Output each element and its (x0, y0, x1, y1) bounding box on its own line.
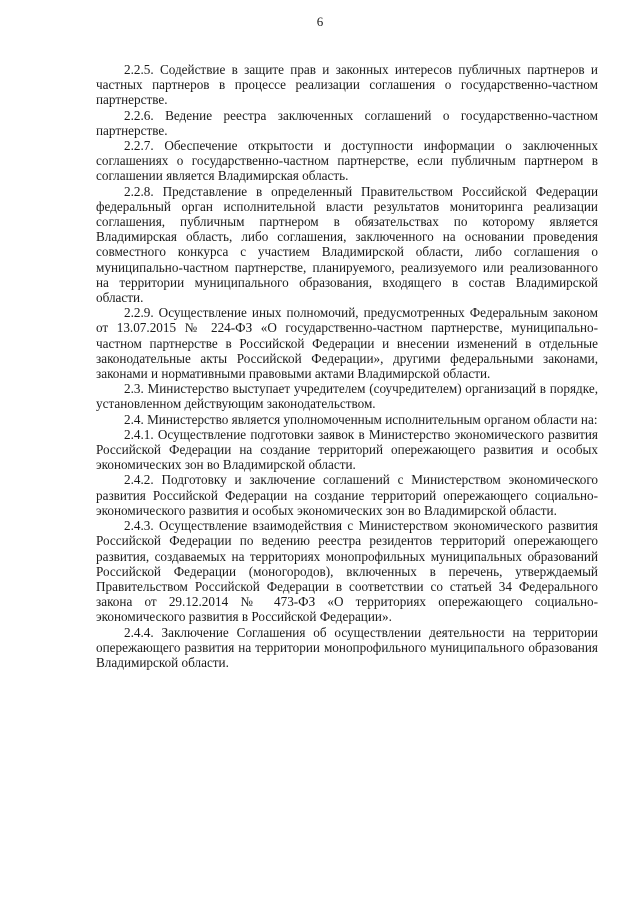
paragraph-2-4: 2.4. Министерство является уполномоченным исполнительным органом области на: (124, 411, 598, 427)
page-number: 6 (316, 14, 324, 29)
paragraph-2-4-2: 2.4.2. Подготовку и заключение соглашений с Министерством экономического развития Российской Федерации на создание территорий опережающего социально-экономического развития и особых экономических зон во Владимирской области. (96, 472, 598, 518)
paragraph-2-2-7: 2.2.7. Обеспечение открытости и доступности информации о заключенных соглашениях о государственно-частном партнерстве, если публичным партнером в соглашении является Владимирская область. (96, 138, 598, 184)
document-body (96, 62, 598, 670)
paragraph-2-4-4: 2.4.4. Заключение Соглашения об осуществлении деятельности на территории опережающего развития на территории монопрофильного муниципального образования Владимирской области. (96, 624, 598, 670)
paragraph-2-2-6: 2.2.6. Ведение реестра заключенных соглашений о государственно-частном партнерстве. (96, 107, 598, 138)
paragraph-2-4-3: 2.4.3. Осуществление взаимодействия с Министерством экономического развития Российской Федерации по ведению реестра резидентов территорий опережающего развития, создаваемых на территориях монопрофильных муниципальных образований Российской Федерации (моногородов), включенных в перечень, утверждаемый Правительством Российской Федерации в соответствии со статьей 34 Федерального закона от 29.12.2014 № 473-ФЗ «О территориях опережающего социально-экономического развития в Российской Федерации». (96, 518, 598, 625)
paragraph-2-4-1: 2.4.1. Осуществление подготовки заявок в Министерство экономического развития Российской Федерации на создание территорий опережающего развития и особых экономических зон во Владимирской области. (96, 426, 598, 473)
paragraph-2-2-8: 2.2.8. Представление в определенный Правительством Российской Федерации федеральный орган исполнительной власти результатов мониторинга реализации соглашения, публичным партнером в обязательствах по которому является Владимирская область, либо соглашения, заключенного на основании проведения совместного конкурса с участием Владимирской области, либо соглашения о муниципально-частном партнерстве, планируемого, реализуемого или реализованного на территории муниципального образования, входящего в состав Владимирской области. (96, 183, 598, 306)
paragraph-2-2-9: 2.2.9. Осуществление иных полномочий, предусмотренных Федеральным законом от 13.07.2015 № 224-ФЗ «О государственно-частном партнерстве, муниципально-частном партнерстве в Российской Федерации и внесении изменений в отдельные законодательные акты Российской Федерации», другими федеральными законами, законами и нормативными правовыми актами Владимирской области. (96, 305, 598, 382)
paragraph-2-3: 2.3. Министерство выступает учредителем (соучредителем) организаций в порядке, установленном действующим законодательством. (96, 381, 598, 412)
paragraph-2-2-5: 2.2.5. Содействие в защите прав и законных интересов публичных партнеров и частных партнеров в процессе реализации соглашения о государственно-частном партнерстве. (96, 62, 598, 108)
